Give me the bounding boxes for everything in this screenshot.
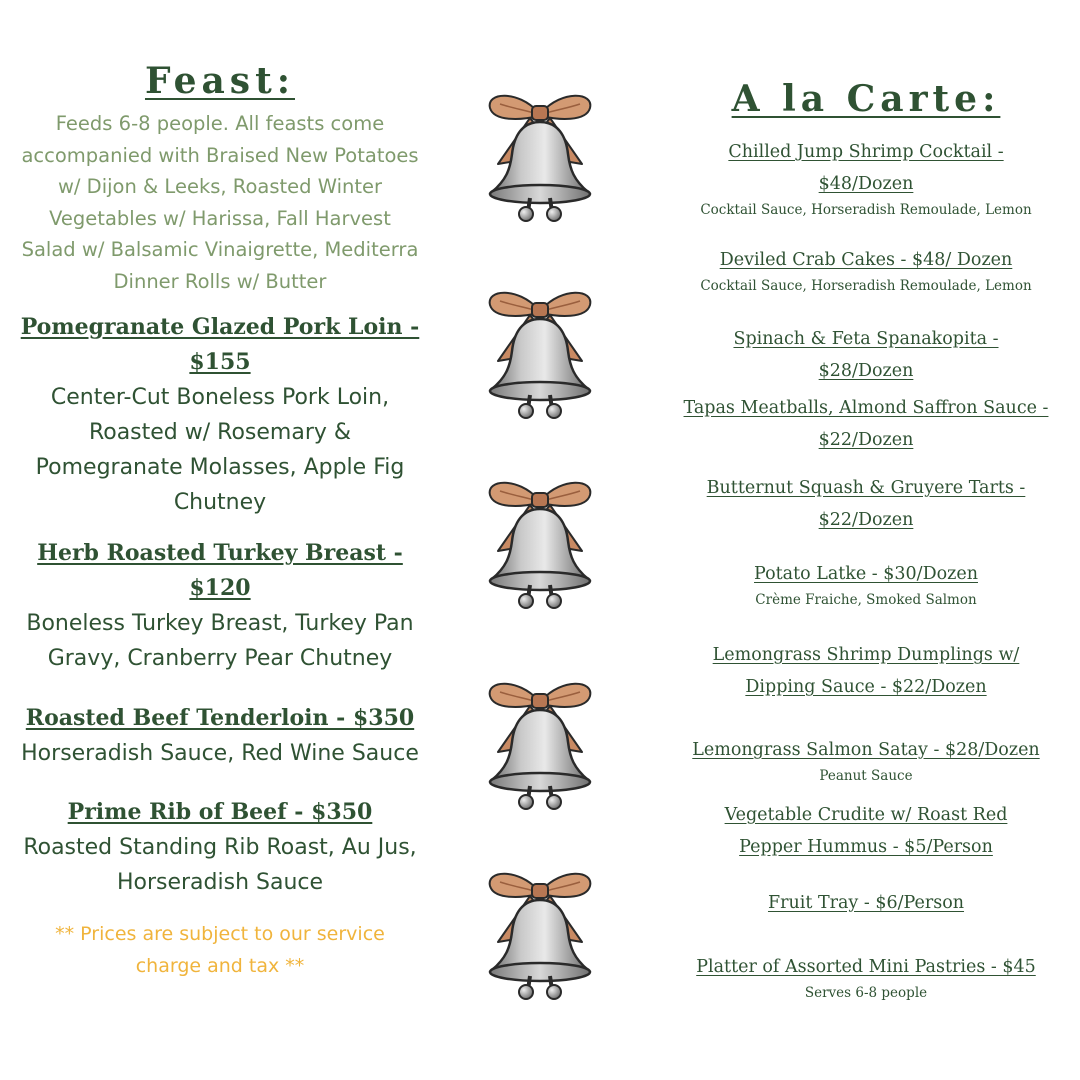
- price-footnote: ** Prices are subject to our service charge and tax **: [55, 923, 385, 977]
- feast-item-desc: Roasted Standing Rib Roast, Au Jus, Horseradish Sauce: [23, 835, 417, 895]
- feast-item-name: Roasted Beef Tenderloin - $350: [25, 705, 415, 731]
- menu-item-detail: Serves 6-8 people: [804, 985, 928, 1001]
- feast-item-name: Herb Roasted Turkey Breast - $120: [37, 540, 403, 601]
- menu-item-name: Tapas Meatballs, Almond Saffron Sauce - $22/Dozen: [683, 398, 1049, 450]
- feast-item: [20, 795, 420, 900]
- a-la-carte-title: A la Carte:: [731, 78, 1001, 120]
- feast-item: [20, 310, 420, 520]
- menu-item-name: Deviled Crab Cakes - $48/ Dozen: [719, 250, 1013, 270]
- feast-item-desc: Boneless Turkey Breast, Turkey Pan Gravy, Cranberry Pear Chutney: [26, 611, 414, 671]
- menu-item-detail: Crème Fraiche, Smoked Salmon: [755, 592, 977, 608]
- feast-title: Feast:: [144, 60, 295, 102]
- menu-item-detail: Peanut Sauce: [819, 768, 913, 784]
- menu-item: [660, 951, 1072, 1003]
- christmas-bell-icon: [478, 866, 602, 1006]
- menu-item-name: Chilled Jump Shrimp Cocktail - $48/Dozen: [728, 142, 1004, 194]
- feast-intro: Feeds 6-8 people. All feasts come accompanied with Braised New Potatoes w/ Dijon & Leeks, Roasted Winter Vegetables w/ Harissa, Fall Harvest Salad w/ Balsamic Vinaigrette, Mediterra Dinner Rolls w/ Butter: [21, 112, 419, 293]
- a-la-carte-column: [660, 78, 1072, 1001]
- menu-item: [660, 244, 1072, 296]
- feast-item-desc: Center-Cut Boneless Pork Loin, Roasted w/ Rosemary & Pomegranate Molasses, Apple Fig Chutney: [35, 385, 405, 515]
- feast-item: [20, 536, 420, 676]
- feast-item-name: Pomegranate Glazed Pork Loin - $155: [20, 314, 420, 375]
- menu-item-name: Lemongrass Shrimp Dumplings w/ Dipping Sauce - $22/Dozen: [712, 645, 1020, 697]
- menu-item-name: Vegetable Crudite w/ Roast Red Pepper Hummus - $5/Person: [724, 805, 1008, 857]
- feast-item-name: Prime Rib of Beef - $350: [67, 799, 373, 825]
- menu-item-name: Platter of Assorted Mini Pastries - $45: [696, 957, 1036, 977]
- menu-item-name: Spinach & Feta Spanakopita - $28/Dozen: [733, 329, 999, 381]
- menu-item-detail: Cocktail Sauce, Horseradish Remoulade, Lemon: [700, 278, 1032, 294]
- menu-item-name: Butternut Squash & Gruyere Tarts - $22/Dozen: [706, 478, 1026, 530]
- menu-item-name: Potato Latke - $30/Dozen: [754, 564, 978, 584]
- christmas-bell-icon: [478, 475, 602, 615]
- menu-item: [660, 639, 1072, 703]
- menu-item-name: Lemongrass Salmon Satay - $28/Dozen: [692, 740, 1040, 760]
- bell-decoration-column: [470, 0, 610, 1080]
- christmas-bell-icon: [478, 676, 602, 816]
- menu-item: [660, 392, 1072, 456]
- feast-item: [20, 701, 420, 771]
- feast-column: [20, 60, 420, 982]
- menu-item: [660, 558, 1072, 610]
- menu-item: [660, 136, 1072, 220]
- menu-item-detail: Cocktail Sauce, Horseradish Remoulade, Lemon: [700, 202, 1032, 218]
- menu-item: [660, 323, 1072, 387]
- menu-item: [660, 799, 1072, 863]
- christmas-bell-icon: [478, 285, 602, 425]
- menu-item: [660, 887, 1072, 919]
- menu-item-name: Fruit Tray - $6/Person: [767, 893, 965, 913]
- menu-item: [660, 734, 1072, 786]
- menu-item: [660, 472, 1072, 536]
- feast-item-desc: Horseradish Sauce, Red Wine Sauce: [21, 741, 419, 766]
- christmas-bell-icon: [478, 88, 602, 228]
